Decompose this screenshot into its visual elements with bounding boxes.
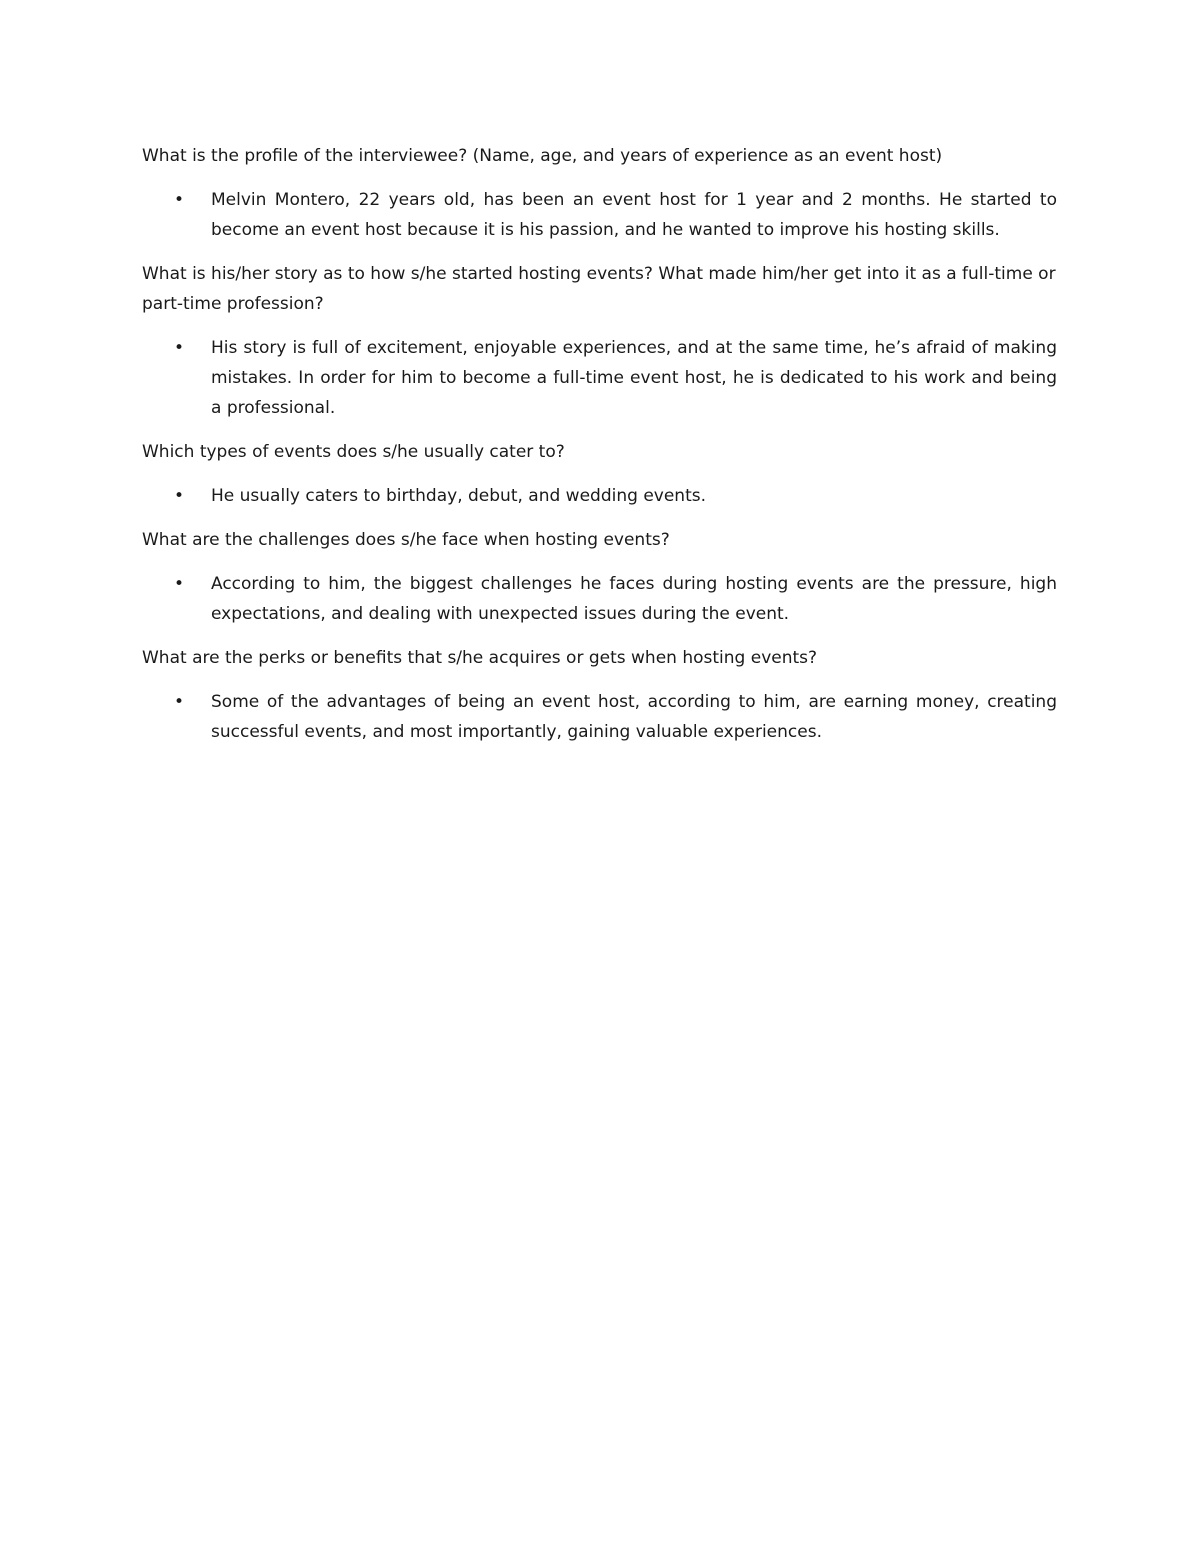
answer-list	[142, 481, 1057, 511]
list-item	[142, 687, 1057, 747]
answer-list	[142, 569, 1057, 629]
question-text: What is the profile of the interviewee? (Name, age, and years of experience as an event host)	[142, 146, 943, 166]
list-item	[142, 185, 1057, 245]
document-page	[142, 141, 1057, 761]
qa-section-benefits	[142, 643, 1057, 747]
bullet-icon: •	[174, 574, 185, 594]
question-text: What are the challenges does s/he face when hosting events?	[142, 530, 670, 550]
qa-section-story	[142, 259, 1057, 423]
answer-text: Some of the advantages of being an event host, according to him, are earning money, creating successful events, and most importantly, gaining valuable experiences.	[211, 692, 1057, 742]
answer-text: Melvin Montero, 22 years old, has been an event host for 1 year and 2 months. He started to become an event host because it is his passion, and he wanted to improve his hosting skills.	[211, 190, 1057, 240]
answer-text: His story is full of excitement, enjoyable experiences, and at the same time, he’s afraid of making mistakes. In order for him to become a full-time event host, he is dedicated to his work and being a professional.	[211, 338, 1057, 418]
question-text: Which types of events does s/he usually cater to?	[142, 442, 565, 462]
qa-section-profile	[142, 141, 1057, 245]
list-item	[142, 481, 1057, 511]
answer-text: According to him, the biggest challenges he faces during hosting events are the pressure, high expectations, and dealing with unexpected issues during the event.	[211, 574, 1057, 624]
qa-section-event-types	[142, 437, 1057, 511]
list-item	[142, 333, 1057, 423]
bullet-icon: •	[174, 190, 185, 210]
answer-list	[142, 185, 1057, 245]
question-text: What are the perks or benefits that s/he acquires or gets when hosting events?	[142, 648, 818, 668]
bullet-icon: •	[174, 338, 185, 358]
bullet-icon: •	[174, 486, 185, 506]
question-text: What is his/her story as to how s/he started hosting events? What made him/her get into it as a full-time or part-time profession?	[142, 264, 1056, 314]
bullet-icon: •	[174, 692, 185, 712]
answer-list	[142, 687, 1057, 747]
qa-section-challenges	[142, 525, 1057, 629]
answer-text: He usually caters to birthday, debut, and wedding events.	[211, 486, 707, 506]
list-item	[142, 569, 1057, 629]
answer-list	[142, 333, 1057, 423]
